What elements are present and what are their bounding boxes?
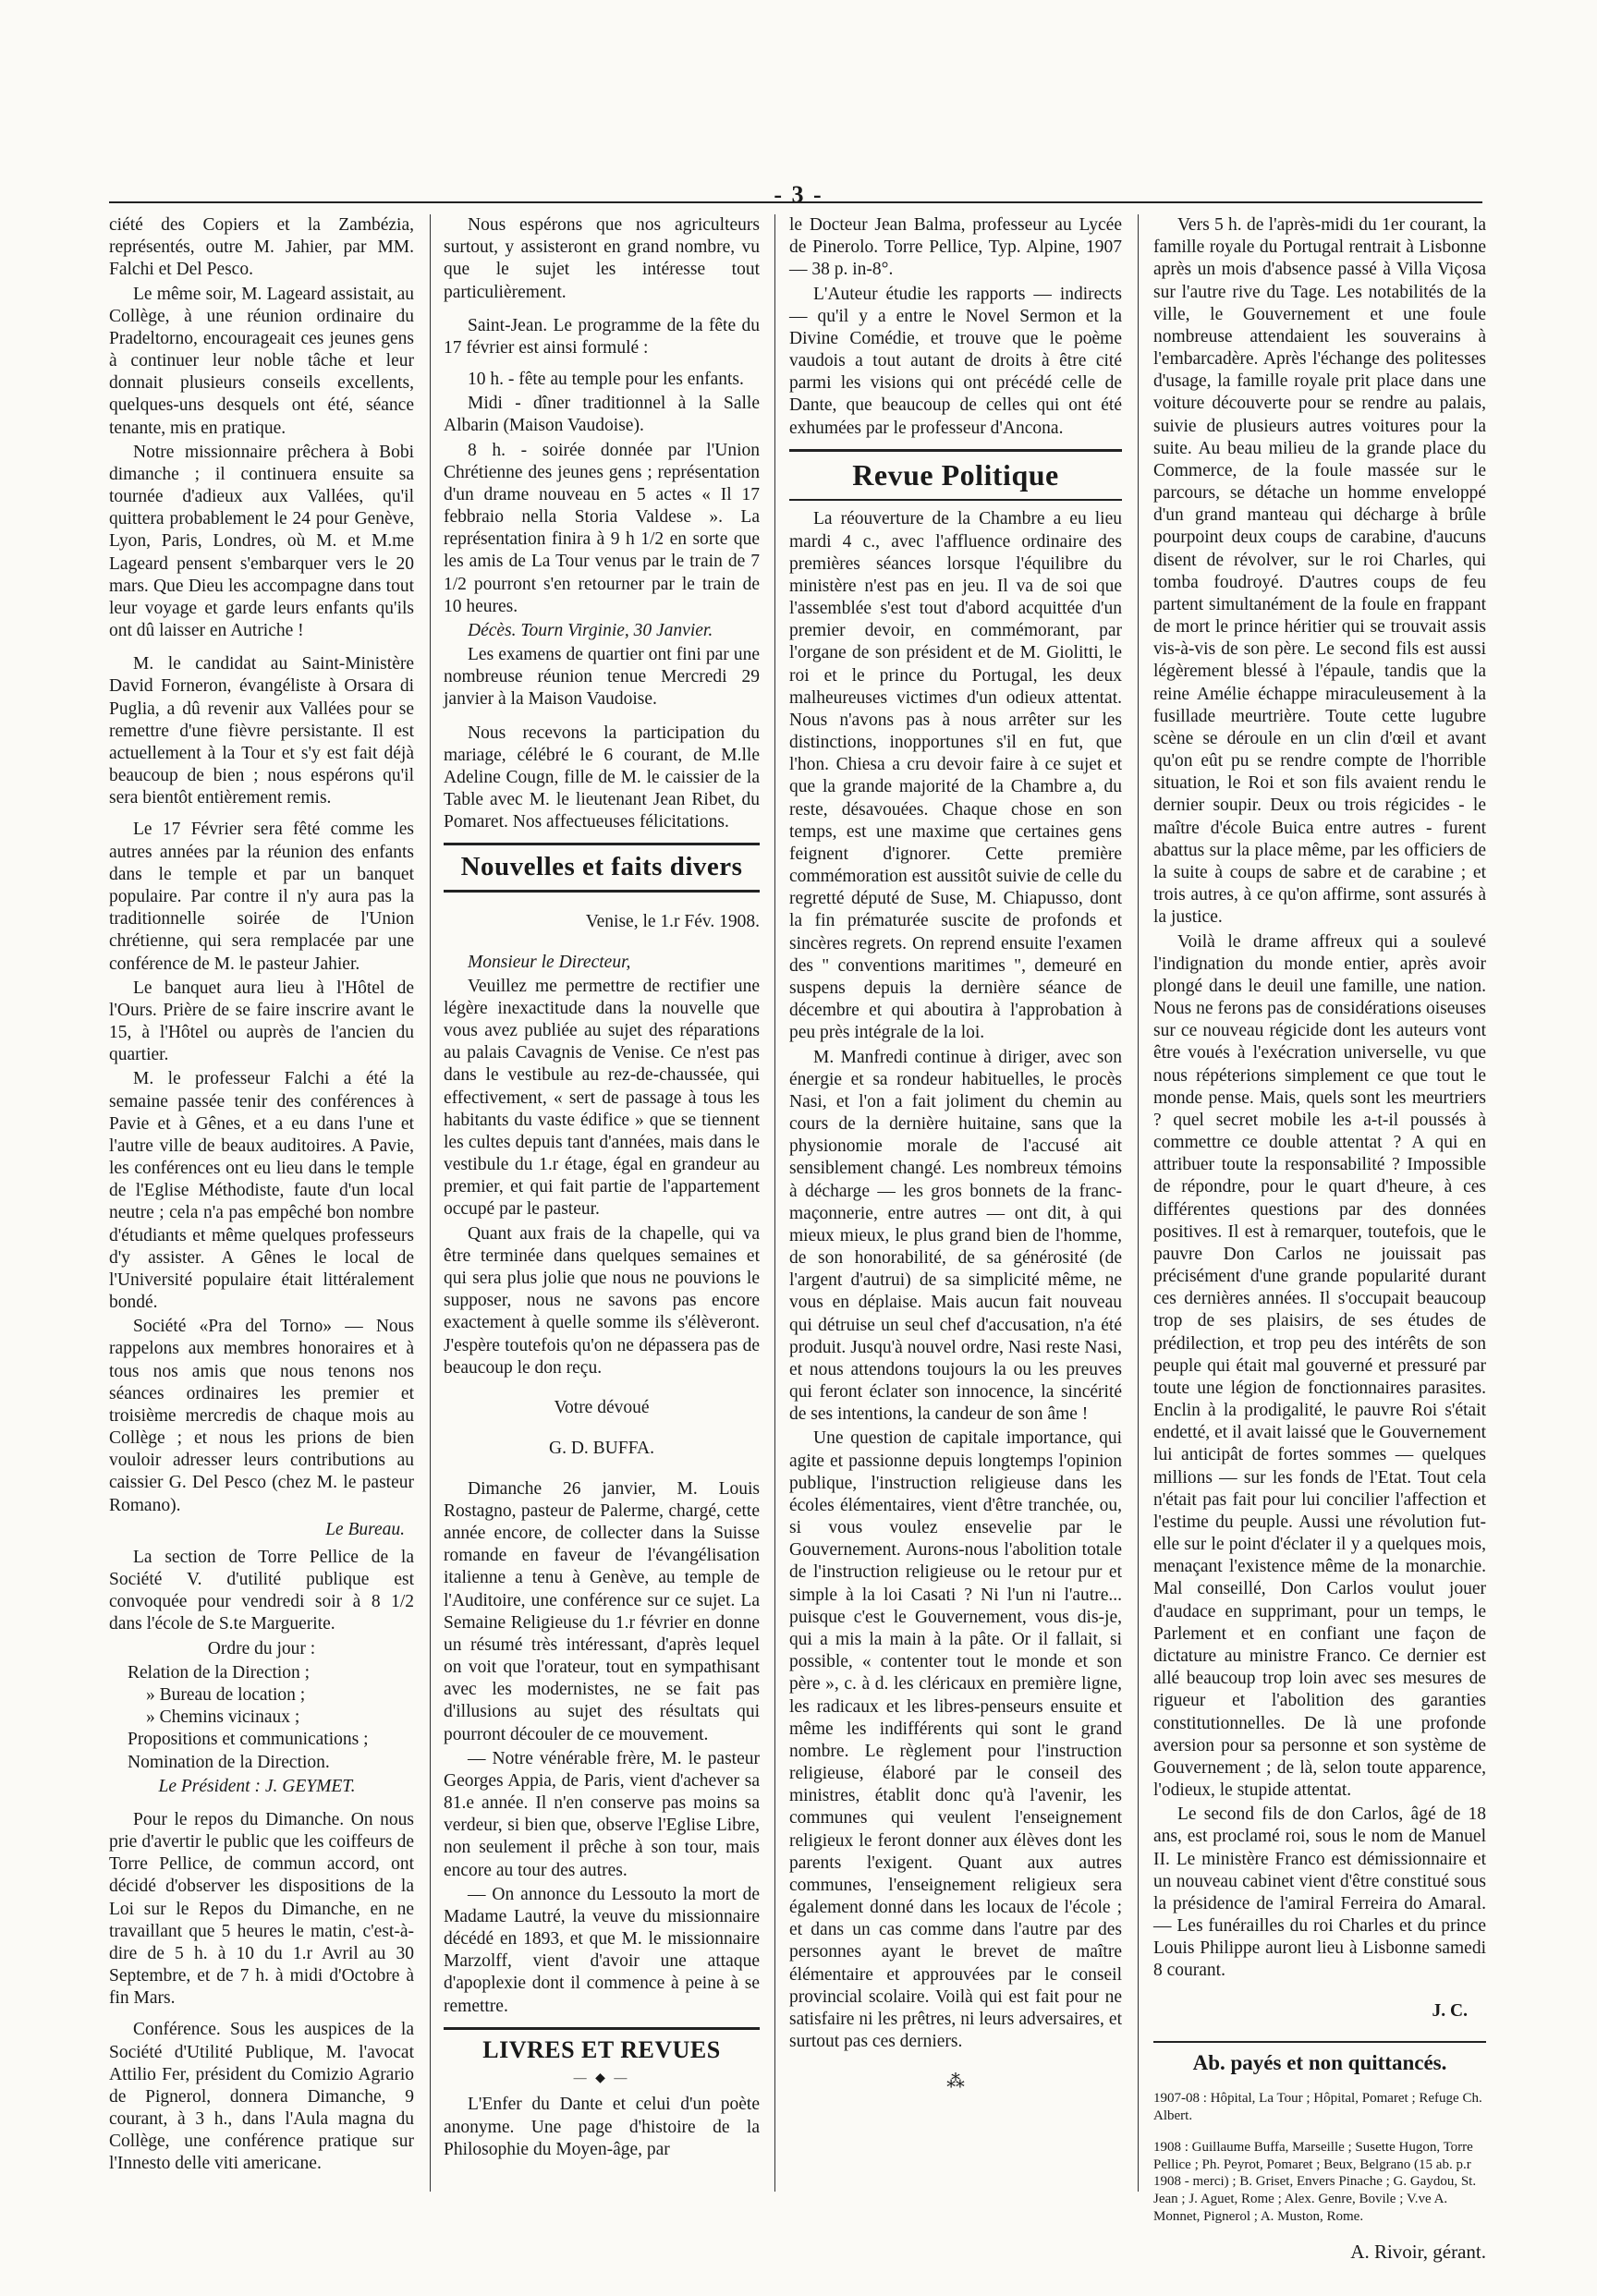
paragraph: M. le professeur Falchi a été la semaine passée tenir des conférences à Pavie et à Gênes, et a eu dans l'une et l'autre ville de beaux auditoires. A Pavie, les conférences ont eu lieu dans le temple de l'Eglise Méthodiste, faute d'un local neutre ; cela n'a pas empêché bon nombre d'étudiants et même quelques professeurs d'y assister. A Gênes le local de l'Université populaire était littéralement bondé. — [109, 1069, 414, 1313]
heading-rule — [789, 449, 1122, 452]
agenda-item: » Bureau de location ; — [146, 1685, 306, 1705]
paragraph: M. le candidat au Saint-Ministère David Forneron, évangéliste à Orsara di Puglia, a dû revenir aux Vallées pour se remettre d'une fièvre persistante. Il est actuellement à la Tour et s'y est fait déjà beaucoup de bien ; nous espérons qu'il sera bientôt entièrement remis. — [109, 654, 414, 808]
paragraph: le Docteur Jean Balma, professeur au Lycée de Pinerolo. Torre Pellice, Typ. Alpine, 1907 — 38 p. in-8°. — [789, 215, 1122, 280]
column-divider — [774, 214, 775, 2192]
paragraph: Veuillez me permettre de rectifier une légère inexactitude dans la nouvelle que vous avez publiée au sujet des réparations au palais Cavagnis de Venise. Ce n'est pas dans le vestibule au rez-de-chaussée, qui effectivement, « sert de passage à tous les habitants du vaste édifice » que se tiennent les cultes depuis tant d'années, mais dans le vestibule du 1.r étage, égal en grandeur au premier, et qui fait partie de l'appartement occupé par le pasteur. — [444, 976, 760, 1220]
salutation: Monsieur le Directeur, — [468, 952, 631, 972]
column-divider — [1138, 214, 1139, 2192]
section-heading-news — [444, 843, 760, 893]
page-number: - 3 - — [774, 181, 823, 208]
section-rule — [1153, 2041, 1486, 2043]
heading-rule — [444, 890, 760, 893]
signature: Le Président : J. GEYMET. — [158, 1776, 356, 1796]
paragraph: La section de Torre Pellice de la Société V. d'utilité publique est convoquée pour vendredi soir à 8 1/2 dans l'école de S.te Marguerite. — [109, 1547, 414, 1634]
paragraph: ciété des Copiers et la Zambézia, représentés, outre M. Jahier, par MM. Falchi et Del Pesco. — [109, 215, 414, 280]
subscriptions-title: Ab. payés et non quittancés. — [1192, 2050, 1447, 2074]
subscriptions-list: 1907-08 : Hôpital, La Tour ; Hôpital, Pomaret ; Refuge Ch. Albert. — [1153, 2091, 1482, 2124]
paragraph: Vers 5 h. de l'après-midi du 1er courant, la famille royale du Portugal rentrait à Lisbonne après un mois d'absence passé à Villa Viçosa sur l'autre rive du Tage. Les notabilités de la ville, le Gouvernement et une foule nombreuse attendaient les souverains à l'embarcadère. Après l'échange des politesses d'usage, la famille royale prit place dans une voiture découverte pour se rendre au palais, suivie de plusieurs autres voitures pour la suite. Au beau milieu de la grande place du Commerce, de la foule massée sur le parcours, se détache un homme enveloppé d'un grand manteau qui décharge à brûle pourpoint deux coups de carabine, d'aucuns disent de révolver, sur le roi Charles, qui tomba foudroyé. D'autres coups de feu partent simultanément de la foule en frappant de mort le prince héritier qui se trouvait assis vis-à-vis de son père. Le second fils est aussi légèrement blessé à l'épaule, tandis que la reine Amélie échappe miraculeusement à la fusillade meurtrière. Toute cette lugubre scène se déroule en un clin d'œil et avant qu'on eût pu se rendre compte de l'horrible situation, le Roi et son fils avaient rendu le dernier soupir. Deux ou trois régicides - le maître d'école Buica entre autres - furent abattus sur la place même, par les officiers de la suite à coups de sabre et de carabine ; et trois autres, à ce qu'on affirme, sont assurés à la justice. — [1153, 215, 1486, 928]
paragraph: Conférence. Sous les auspices de la Société d'Utilité Publique, M. l'avocat Attilio Fer, président du Comizio Agrario de Pignerol, donnera Dimanche, 9 courant, à 3 h., dans l'Aula magna du Collège, une conférence pratique sur l'Innesto delle viti americane. — [109, 2020, 414, 2174]
paragraph: Saint-Jean. Le programme de la fête du 17 février est ainsi formulé : — [444, 315, 760, 358]
paragraph: Notre missionnaire prêchera à Bobi dimanche ; il continuera ensuite sa tournée d'adieux aux Vallées, qu'il quittera probablement le 24 pour Genève, Lyon, Paris, Londres, où M. et M.me Lageard pensent s'embarquer vers le 20 mars. Que Dieu les accompagne dans tout leur voyage et garde leurs enfants qu'ils ont dû laisser en Autriche ! — [109, 442, 414, 641]
paragraph: Une question de capitale importance, qui agite et passionne depuis longtemps l'opinion publique, l'instruction religieuse dans les écoles élémentaires, vient d'être tranchée, ou, si vous voulez ensevelie par le Gouvernement. Aurons-nous l'abolition totale de l'instruction religieuse ou le retour pur et simple à la loi Casati ? Ni l'un ni l'autre... puisque c'est le Gouvernement, vous dis-je, qui a mis la main à la pâte. Or il fallait, si possible, « contenter tout le monde et son père », c. à d. les cléricaux en première ligne, les radicaux et les libres-penseurs ensuite et même les indifférents qui sont le grand nombre. Le règlement pour l'instruction religieuse, élaboré par le conseil des ministres, établit donc qu'à l'avenir, les communes qui veulent l'enseignement religieux le feront donner aux élèves dont les parents l'exigent. Quant aux autres communes, l'enseignement religieux sera également donné dans les locaux de l'école ; et dans un cas comme dans l'autre par des personnes ayant le brevet de maître élémentaire et approuvées par le conseil provincial scolaire. Voilà qui est fait pour ne satisfaire ni les prêtres, ni leurs adversaires, et surtout pas ces derniers. — [789, 1428, 1122, 2052]
paragraph: 8 h. - soirée donnée par l'Union Chrétienne des jeunes gens ; représentation d'un drame nouveau en 5 actes « Il 17 febbraio nella Storia Valdese ». La représentation finira à 9 h 1/2 en sorte que les amis de La Tour venus par le train de 7 1/2 pourront s'en retourner par le train de 10 heures. — [444, 440, 760, 616]
column-4 — [1153, 214, 1486, 2263]
paragraph: Pour le repos du Dimanche. On nous prie d'avertir le public que les coiffeurs de Torre Pellice, de commun accord, ont décidé d'observer les dispositions de la Loi sur le Repos du Dimanche, en ne travaillant que 5 heures le matin, c'est-à-dire de 5 h. à 10 du 1.r Avril au 30 Septembre, et de 7 h. à midi d'Octobre à fin Mars. — [109, 1809, 414, 2009]
heading-rule — [444, 2027, 760, 2030]
subscriptions-list: 1908 : Guillaume Buffa, Marseille ; Susette Hugon, Torre Pellice ; Ph. Peyrot, Pomaret ; Beux, Belgrano (15 ab. p.r 1908 - merci) ; B. Griset, Envers Pinache ; G. Gaydou, St. Jean ; J. Aguet, Rome ; Alex. Genre, Bovile ; V.ve A. Monnet, Pignerol ; A. Muston, Rome. — [1153, 2139, 1477, 2224]
end-mark: ⁂ — [946, 2071, 965, 2092]
paragraph: — Notre vénérable frère, M. le pasteur Georges Appia, de Paris, vient d'achever sa 81.e année. Il n'en conserve pas moins sa verdeur, si bien que, observe l'Eglise Libre, non seulement il prêche à son tour, mais encore au tour des autres. — [444, 1748, 760, 1880]
agenda-item: Relation de la Direction ; — [128, 1662, 311, 1683]
manager-signature: A. Rivoir, gérant. — [1350, 2240, 1486, 2263]
paragraph: — On annonce du Lessouto la mort de Madame Lautré, la veuve du missionnaire décédé en 1893, et que M. le missionnaire Marzolff, vient d'avoir une attaque d'apoplexie dont il commence à peine à se remettre. — [444, 1884, 760, 2016]
paragraph: L'Auteur étudie les rapports — indirects — qu'il y a entre le Novel Sermon et la Divine Comédie, et trouve que le poème vaudois a tout autant de droits à être cité parmi les visions qui ont précédé celle de Dante, que beaucoup de celles qui ont été exhumées par le professeur d'Ancona. — [789, 284, 1122, 438]
paragraph: Nous espérons que nos agriculteurs surtout, y assisteront en grand nombre, vu que le sujet les intéresse tout particulièrement. — [444, 215, 760, 302]
column-divider — [430, 214, 431, 2192]
section-title: Nouvelles et faits divers — [460, 852, 743, 882]
paragraph: Voilà le drame affreux qui a soulevé l'indignation du monde entier, après avoir plongé dans le deuil une famille, une nation. Nous ne ferons pas de considérations oiseuses sur ce nouveau régicide dont les auteurs vont être voués à l'exécration universelle, vu que nous répéterions simplement ce que tout le monde pense. Mais, quels sont les meurtriers ? quel secret mobile les a-t-il poussés à commettre ce double attentat ? A qui en attribuer toute la responsabilité ? Impossible de répondre, pour le quart d'heure, à ces différentes questions par des données positives. Il est à remarquer, toutefois, que le pauvre Don Carlos ne jouissait pas précisément d'une grande popularité durant ces dernières années. Il s'occupait beaucoup trop de ses plaisirs, de ses études de prédilection, et trop peu des intérêts de son peuple qui était mal gouverné et pressuré par toute une légion de fonctionnaires parasites. Enclin à la prodigalité, le pauvre Roi s'était endetté, et il avait laissé que le Gouvernement lui anticipât de fortes sommes — quelques millions — sur les fonds de l'Etat. Tout cela n'était pas fait pour lui concilier l'affection et l'estime du peuple. Aussi une révolution fut-elle sur le point d'éclater il y a quelques mois, menaçant l'existence même de la monarchie. Mal conseillé, Don Carlos voulut jouer d'audace en supprimant, pour un temps, le Parlement et en confiant une façon de dictature au ministre Franco. Ce dernier est allé beaucoup trop loin avec ses mesures de rigueur et l'abolition des garanties constitutionnelles. De là une profonde aversion pour sa personne et son système de Gouvernement ; de là, selon toute apparence, l'odieux, le stupide attentat. — [1153, 931, 1486, 1801]
paragraph: Dimanche 26 janvier, M. Louis Rostagno, pasteur de Palerme, chargé, cette année encore, de collecter dans la Suisse romande en faveur de l'évangélisation italienne a tenu à Genève, au temple de l'Auditoire, une conférence sur ce sujet. La Semaine Religieuse du 1.r février en donne un résumé très intéressant, d'après lequel on voit que l'orateur, tout en sympathisant avec les modernistes, ne se fait pas d'illusions au sujet des résultats qui pourront découler de ce mouvement. — [444, 1478, 760, 1744]
paragraph: Le même soir, M. Lageard assistait, au Collège, à une réunion ordinaire du Pradeltorno, encourageait ces jeunes gens à continuer leur noble tâche et leur donnait plusieurs conseils excellents, quelques-uns desquels ont été, séance tenante, mis en pratique. — [109, 284, 414, 438]
header-rule — [109, 201, 1482, 203]
heading-rule — [444, 843, 760, 845]
paragraph: Nous recevons la participation du mariage, célébré le 6 courant, de M.lle Adeline Cougn, fille de M. le caissier de la Table avec M. le lieutenant Jean Ribet, du Pomaret. Nos affectueuses félicitations. — [444, 723, 760, 832]
paragraph: Les examens de quartier ont fini par une nombreuse réunion tenue Mercredi 29 janvier à la Maison Vaudoise. — [444, 645, 760, 710]
column-3 — [789, 214, 1122, 2192]
ornament: — ◆ — — [573, 2071, 630, 2086]
section-heading-politics — [789, 449, 1122, 502]
section-title: Revue Politique — [852, 457, 1059, 492]
heading-rule — [789, 499, 1122, 501]
paragraph: Le 17 Février sera fêté comme les autres années par la réunion des enfants dans le temple et par un banquet populaire. Par contre il n'y aura pas la traditionnelle soirée de l'Union chrétienne, qui sera remplacée par une conférence de M. le pasteur Jahier. — [109, 820, 414, 974]
agenda-item: Propositions et communications ; — [128, 1730, 369, 1750]
section-title: LIVRES ET REVUES — [482, 2035, 721, 2063]
signature: G. D. BUFFA. — [549, 1439, 654, 1459]
closing: Votre dévoué — [554, 1398, 650, 1418]
paragraph: Le banquet aura lieu à l'Hôtel de l'Ours. Prière de se faire inscrire avant le 15, à l'Hôtel ou auprès de l'ancien du quartier. — [109, 978, 414, 1065]
paragraph: Le second fils de don Carlos, âgé de 18 ans, est proclamé roi, sous le nom de Manuel II. Le ministère Franco est démissionnaire et un nouveau cabinet vient d'être constitué sous la présidence de l'amiral Ferreira do Amaral. — Les funérailles du roi Charles et du prince Louis Philippe auront lieu à Lisbonne samedi 8 courant. — [1153, 1804, 1486, 1981]
paragraph: L'Enfer du Dante et celui d'un poète anonyme. Une page d'histoire de la Philosophie du Moyen-âge, par — [444, 2095, 760, 2159]
agenda-title: Ordre du jour : — [207, 1638, 316, 1658]
agenda-item: » Chemins vicinaux ; — [146, 1707, 300, 1728]
paragraph: 10 h. - fête au temple pour les enfants. — [468, 370, 744, 390]
paragraph: Société «Pra del Torno» — Nous rappelons aux membres honoraires et à tous nos amis que nous tenons nos séances ordinaires les premier et troisième mercredis de chaque mois au Collège ; et nous les prions de bien vouloir adresser leurs contributions au caissier G. Del Pesco (chez M. le pasteur Romano). — [109, 1317, 414, 1515]
newspaper-columns — [109, 214, 1486, 2263]
dateline: Venise, le 1.r Fév. 1908. — [585, 911, 760, 931]
paragraph: M. Manfredi continue à diriger, avec son énergie et sa rondeur habituelles, le procès Nasi, et l'on a fait joliment du chemin au cours de la dernière huitaine, sans que la physionomie morale de l'accusé ait sensiblement changé. Les nombreux témoins à décharge — les gros bonnets de la franc-maçonnerie, entre autres — ont dit, à qui mieux mieux, le plus grand bien de l'homme, de son honorabilité, de sa générosité (de l'argent d'autrui) de sa simplicité même, ne vous en déplaise. Mais aucun fait nouveau qui détruise un seul chef d'accusation, n'a été produit. Jusqu'à nouvel ordre, Nasi reste Nasi, et nous attendons toujours la ou les preuves qui feront éclater son innocence, la sincérité de ses intentions, la candeur de son âme ! — [789, 1047, 1122, 1425]
paragraph: Quant aux frais de la chapelle, qui va être terminée dans quelques semaines et qui sera plus jolie que nous ne pouvions le supposer, nous ne savons pas encore exactement à quelle somme ils s'élèveront. J'espère toutefois qu'on ne dépassera pas de beaucoup le don reçu. — [444, 1223, 760, 1378]
signature: Le Bureau. — [325, 1519, 405, 1539]
paragraph: Midi - dîner traditionnel à la Salle Albarin (Maison Vaudoise). — [444, 394, 760, 436]
column-2 — [444, 214, 760, 2192]
paragraph: La réouverture de la Chambre a eu lieu mardi 4 c., avec l'affluence ordinaire des premières séances lorsque l'équilibre du ministère n'est pas en jeu. Il va de soi que l'assemblée s'est tout d'abord acquittée d'un premier devoir, en commémorant, par l'organe de son président et de M. Giolitti, le roi et le prince du Portugal, les deux malheureuses victimes d'un odieux attentat. Nous n'avons pas à nous arrêter sur les distinctions, inopportunes s'il en fut, que l'hon. Chiesa a cru devoir faire à ce sujet et que la grande majorité de la Chambre a, du reste, désavouées. Chaque chose en son temps, est une maxime que certaines gens feignent d'ignorer. Cette première commémoration est aussitôt suivie de celle du regretté député de Suse, M. Chiapusso, dont la fin prématurée suscite de profonds et sincères regrets. On reprend ensuite l'examen des " conventions maritimes ", demeuré en suspens depuis la dernière séance de décembre et qui aboutira à l'approbation à peu près intégrale de la loi. — [789, 509, 1122, 1043]
agenda-item: Nomination de la Direction. — [128, 1752, 330, 1772]
column-1 — [109, 214, 414, 2192]
paragraph: Décès. Tourn Virginie, 30 Janvier. — [468, 620, 713, 640]
signature: J. C. — [1432, 2001, 1468, 2022]
section-heading-books — [444, 2027, 760, 2087]
